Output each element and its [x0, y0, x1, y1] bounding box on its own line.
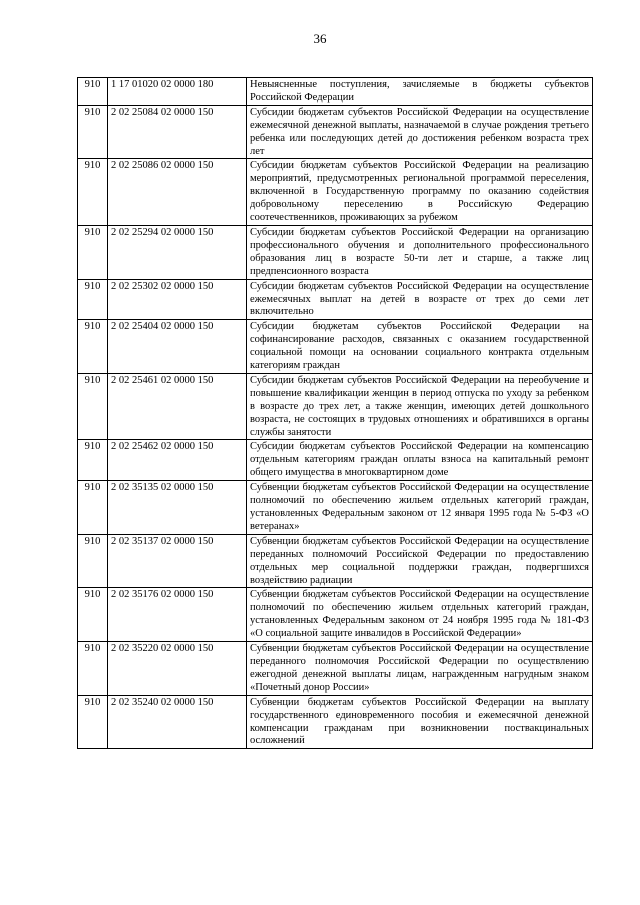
- revenue-code-cell: 2 02 35135 02 0000 150: [108, 481, 247, 535]
- revenue-code-cell: 2 02 25084 02 0000 150: [108, 105, 247, 159]
- revenue-name-text: Субсидии бюджетам субъектов Российской Федерации на реализацию мероприятий, предусмотренных региональной программой переселения, включенной в Государственную программу по оказанию содействия добровольному переселению в Российскую Федерацию соотечественников, проживающих за рубежом: [250, 160, 589, 224]
- admin-code-cell: 910: [78, 534, 108, 588]
- revenue-name-cell: [247, 695, 593, 749]
- admin-code-cell: 910: [78, 695, 108, 749]
- revenue-name-text: Субсидии бюджетам субъектов Российской Федерации на осуществление ежемесячных выплат на детей в возрасте от трех до семи лет включительно: [250, 280, 589, 318]
- revenue-name-cell: [247, 588, 593, 642]
- revenue-name-cell: [247, 534, 593, 588]
- admin-code-cell: 910: [78, 481, 108, 535]
- admin-code-cell: 910: [78, 279, 108, 320]
- revenue-code-cell: 2 02 25086 02 0000 150: [108, 159, 247, 226]
- revenue-name-cell: [247, 642, 593, 696]
- revenue-code-cell: 2 02 25302 02 0000 150: [108, 279, 247, 320]
- table-row: [78, 440, 593, 481]
- revenue-name-cell: [247, 159, 593, 226]
- page-number: 36: [313, 31, 327, 46]
- revenue-name-cell: [247, 78, 593, 106]
- admin-code-cell: 910: [78, 320, 108, 374]
- revenue-name-text: Субсидии бюджетам субъектов Российской Федерации на организацию профессионального обучения и дополнительного профессионального образования лиц в возрасте 50-ти лет и старше, а также лиц предпенсионного возраста: [250, 226, 589, 277]
- revenue-code-cell: 2 02 35137 02 0000 150: [108, 534, 247, 588]
- table-row: [78, 588, 593, 642]
- revenue-name-cell: [247, 279, 593, 320]
- table-row: [78, 481, 593, 535]
- table-row: [78, 534, 593, 588]
- table-row: [78, 279, 593, 320]
- admin-code-cell: 910: [78, 159, 108, 226]
- revenue-name-text: Субвенции бюджетам субъектов Российской Федерации на выплату государственного единовременного пособия и ежемесячной денежной компенсации гражданам при возникновении поствакцинальных осложнений: [250, 696, 589, 747]
- revenue-name-text: Невыясненные поступления, зачисляемые в бюджеты субъектов Российской Федерации: [250, 79, 589, 103]
- revenue-name-text: Субсидии бюджетам субъектов Российской Федерации на софинансирование расходов, связанных с оказанием государственной социальной помощи на основании социального контракта отдельным категориям граждан: [250, 321, 589, 372]
- admin-code-cell: 910: [78, 373, 108, 440]
- revenue-name-text: Субвенции бюджетам субъектов Российской Федерации на осуществление переданного полномочия Российской Федерации по осуществлению ежегодной денежной выплаты лицам, награжденным нагрудным знаком «Почетный донор России»: [250, 643, 589, 693]
- revenue-name-text: Субвенции бюджетам субъектов Российской Федерации на осуществление полномочий по обеспечению жильем отдельных категорий граждан, установленных Федеральным законом от 12 января 1995 года № 5-ФЗ «О ветеранах»: [250, 482, 589, 532]
- revenue-code-cell: 2 02 25462 02 0000 150: [108, 440, 247, 481]
- revenue-code-cell: 2 02 35176 02 0000 150: [108, 588, 247, 642]
- table-row: [78, 642, 593, 696]
- table-row: [78, 373, 593, 440]
- revenue-code-cell: 2 02 25404 02 0000 150: [108, 320, 247, 374]
- revenue-code-cell: 1 17 01020 02 0000 180: [108, 78, 247, 106]
- revenue-code-cell: 2 02 35220 02 0000 150: [108, 642, 247, 696]
- table-row: [78, 159, 593, 226]
- revenue-name-cell: [247, 105, 593, 159]
- revenue-name-cell: [247, 225, 593, 279]
- revenue-name-cell: [247, 320, 593, 374]
- revenue-code-cell: 2 02 25294 02 0000 150: [108, 225, 247, 279]
- admin-code-cell: 910: [78, 642, 108, 696]
- table-row: [78, 695, 593, 749]
- table-row: [78, 105, 593, 159]
- revenue-name-cell: [247, 481, 593, 535]
- admin-code-cell: 910: [78, 78, 108, 106]
- table-row: [78, 225, 593, 279]
- revenue-name-text: Субсидии бюджетам субъектов Российской Федерации на переобучение и повышение квалификации женщин в период отпуска по уходу за ребенком в возрасте до трех лет, а также женщин, имеющих детей дошкольного возраста, не состоящих в трудовых отношениях и обратившихся в органы службы занятости: [250, 374, 589, 438]
- revenue-code-cell: 2 02 25461 02 0000 150: [108, 373, 247, 440]
- revenue-name-cell: [247, 440, 593, 481]
- table-row: [78, 78, 593, 106]
- revenue-name-cell: [247, 373, 593, 440]
- revenue-name-text: Субсидии бюджетам субъектов Российской Федерации на компенсацию отдельным категориям граждан оплаты взноса на капитальный ремонт общего имущества в многоквартирном доме: [250, 441, 589, 479]
- admin-code-cell: 910: [78, 588, 108, 642]
- table-row: [78, 320, 593, 374]
- revenue-name-text: Субвенции бюджетам субъектов Российской Федерации на осуществление полномочий по обеспечению жильем отдельных категорий граждан, установленных Федеральным законом от 24 ноября 1995 года № 181-ФЗ «О социальной защите инвалидов в Российской Федерации»: [250, 589, 589, 640]
- admin-code-cell: 910: [78, 440, 108, 481]
- revenue-code-cell: 2 02 35240 02 0000 150: [108, 695, 247, 749]
- revenue-name-text: Субвенции бюджетам субъектов Российской Федерации на осуществление переданных полномочий Российской Федерации по предоставлению отдельных мер социальной поддержки граждан, подвергшихся воздействию радиации: [250, 535, 589, 586]
- admin-code-cell: 910: [78, 105, 108, 159]
- revenue-name-text: Субсидии бюджетам субъектов Российской Федерации на осуществление ежемесячной денежной выплаты, назначаемой в случае рождения третьего ребенка или последующих детей до достижения ребенком возраста трех лет: [250, 106, 589, 157]
- admin-code-cell: 910: [78, 225, 108, 279]
- budget-classification-table: [77, 77, 593, 749]
